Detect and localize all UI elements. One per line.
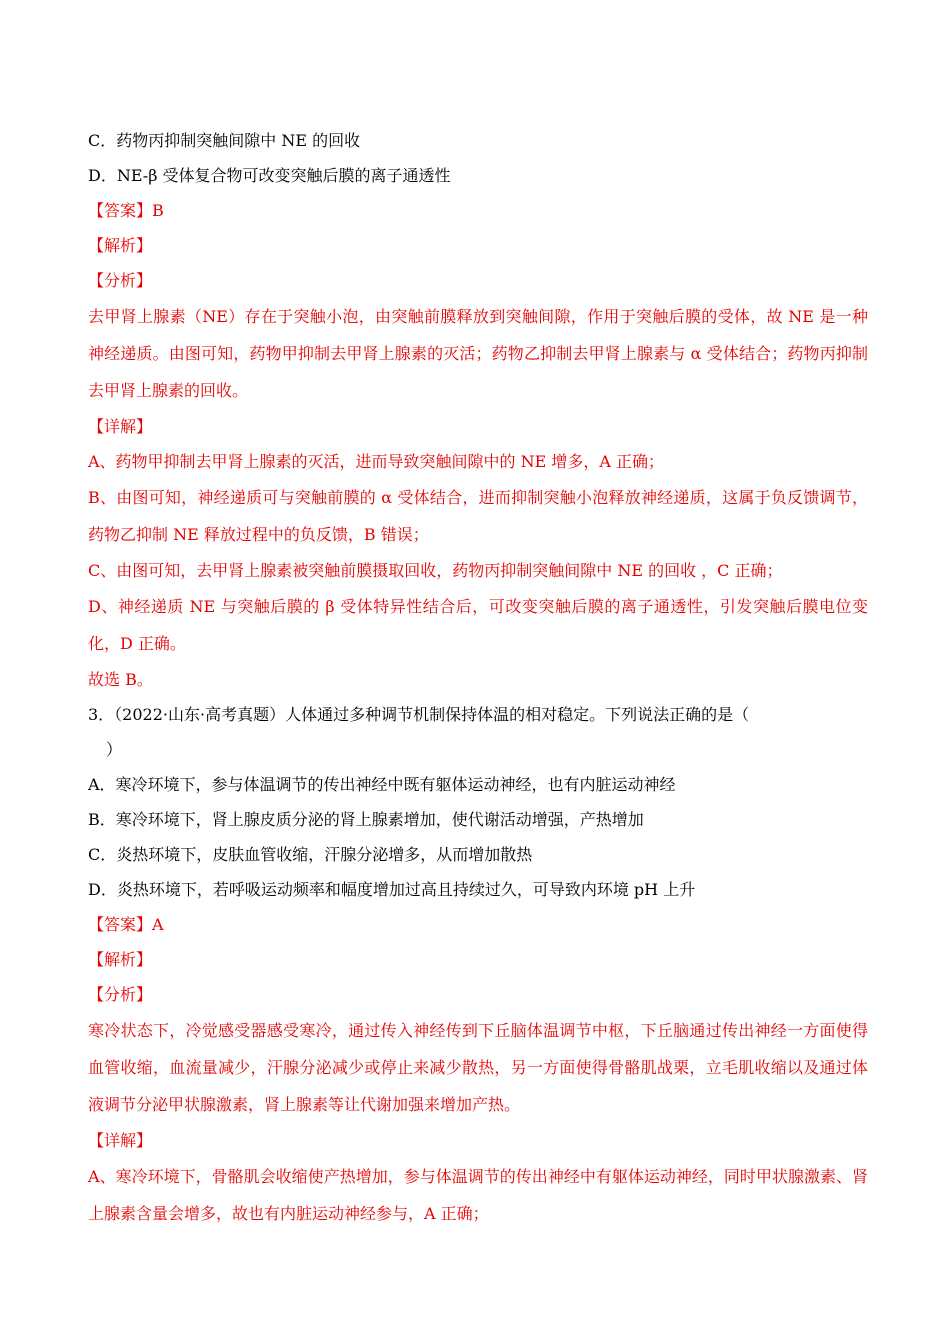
q3-detail-a: A、寒冷环境下，骨骼肌会收缩使产热增加，参与体温调节的传出神经中有躯体运动神经，同时甲状腺激素、肾上腺素含量会增多，故也有内脏运动神经参与，A 正确； [88,1167,868,1223]
q2-fenxi-text: 去甲肾上腺素（NE）存在于突触小泡，由突触前膜释放到突触间隙，作用于突触后膜的受体，故 NE 是一种神经递质。由图可知，药物甲抑制去甲肾上腺素的灭活；药物乙抑制去甲肾上腺素与 α 受体结合；药物丙抑制去甲肾上腺素的回收。 [88,307,868,400]
q2-option-c: C．药物丙抑制突触间隙中 NE 的回收 [88,131,361,150]
q2-xiangjie-heading: 【详解】 [88,417,153,436]
q3-fenxi-heading: 【分析】 [88,985,153,1004]
q3-option-d: D．炎热环境下，若呼吸运动频率和幅度增加过高且持续过久，可导致内环境 pH 上升 [88,880,696,899]
document-page [88,123,868,1232]
q3-xiangjie-heading: 【详解】 [88,1131,153,1150]
q2-option-d: D．NE-β 受体复合物可改变突触后膜的离子通透性 [88,166,451,185]
q2-detail-a: A、药物甲抑制去甲肾上腺素的灭活，进而导致突触间隙中的 NE 增多，A 正确； [88,452,665,471]
q3-option-a: A．寒冷环境下，参与体温调节的传出神经中既有躯体运动神经，也有内脏运动神经 [88,775,676,794]
q2-fenxi-heading: 【分析】 [88,271,153,290]
q2-conclusion: 故选 B。 [88,670,153,689]
q2-detail-c: C、由图可知，去甲肾上腺素被突触前膜摄取回收，药物丙抑制突触间隙中 NE 的回收 ，C 正确； [88,561,783,580]
q3-answer: 【答案】A [88,915,164,934]
q2-detail-d: D、神经递质 NE 与突触后膜的 β 受体特异性结合后，可改变突触后膜的离子通透性，引发突触后膜电位变化，D 正确。 [88,597,868,653]
q3-jiexi-heading: 【解析】 [88,950,153,969]
q3-option-c: C．炎热环境下，皮肤血管收缩，汗腺分泌增多，从而增加散热 [88,845,533,864]
q2-answer: 【答案】B [88,201,164,220]
q2-detail-b: B、由图可知，神经递质可与突触前膜的 α 受体结合，进而抑制突触小泡释放神经递质，这属于负反馈调节，药物乙抑制 NE 释放过程中的负反馈，B 错误； [88,488,868,544]
q3-fenxi-text: 寒冷状态下，冷觉感受器感受寒冷，通过传入神经传到下丘脑体温调节中枢，下丘脑通过传出神经一方面使得血管收缩，血流量减少，汗腺分泌减少或停止来减少散热，另一方面使得骨骼肌战栗，立毛肌收缩以及通过体液调节分泌甲状腺激素，肾上腺素等让代谢加强来增加产热。 [88,1021,868,1114]
q3-stem-line2: ） [106,740,123,759]
q2-jiexi-heading: 【解析】 [88,236,153,255]
q3-option-b: B．寒冷环境下，肾上腺皮质分泌的肾上腺素增加，使代谢活动增强，产热增加 [88,810,644,829]
q3-stem-line1: 3．（2022·山东·高考真题）人体通过多种调节机制保持体温的相对稳定。下列说法正确的是（ [88,705,750,724]
